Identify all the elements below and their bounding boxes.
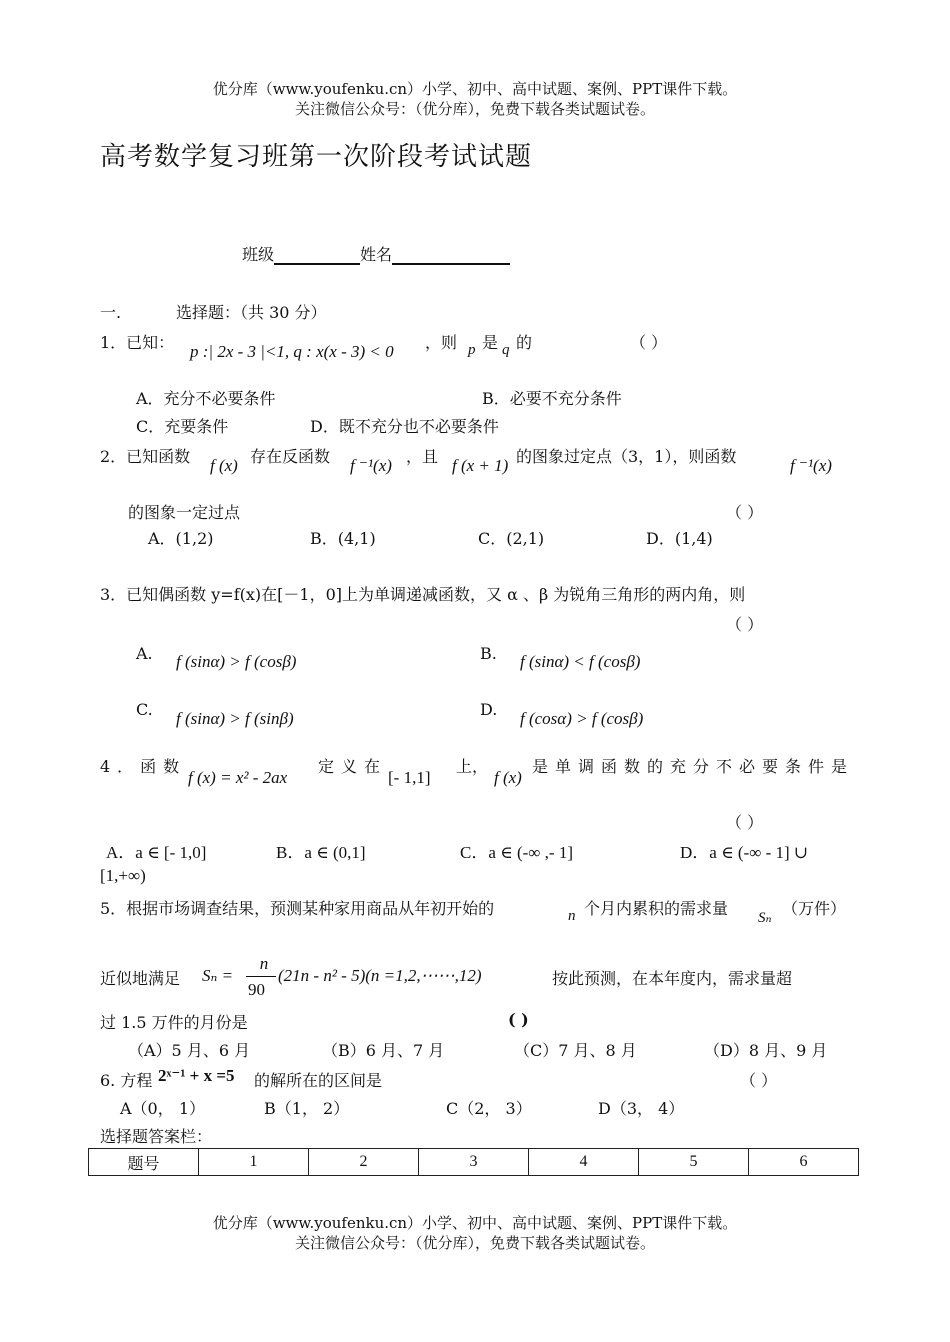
class-blank[interactable] bbox=[274, 245, 360, 265]
name-blank[interactable] bbox=[392, 245, 510, 265]
q6-option-d[interactable]: D（3， 4） bbox=[598, 1099, 685, 1118]
q1-text-then: ，则 bbox=[425, 333, 458, 352]
q3-option-b[interactable]: f (sinα) < f (cosβ) bbox=[520, 652, 641, 671]
q1-text-of: 的 bbox=[516, 333, 533, 352]
q2-text-and: ，且 bbox=[406, 447, 439, 466]
section-number: 一. bbox=[100, 303, 122, 322]
q5-line1-c: （万件） bbox=[782, 899, 847, 918]
q4-option-a[interactable]: A．a ∈ [- 1,0] bbox=[106, 843, 207, 862]
q2-fx: f (x) bbox=[210, 456, 238, 475]
answer-cell-4[interactable]: 4 bbox=[529, 1149, 639, 1176]
q4-lead: 4．函数 bbox=[100, 757, 187, 776]
q4-text-defined: 定义在 bbox=[318, 757, 388, 776]
q6-option-b[interactable]: B（1， 2） bbox=[264, 1099, 350, 1118]
answer-cell-1[interactable]: 1 bbox=[199, 1149, 309, 1176]
q2-option-d[interactable]: D．(1,4) bbox=[646, 529, 713, 548]
q5-line3: 过 1.5 万件的月份是 bbox=[100, 1013, 248, 1032]
q5-line1-b: 个月内累积的需求量 bbox=[584, 899, 729, 918]
footer-line-2: 关注微信公众号：（优分库），免费下载各类试题试卷。 bbox=[294, 1234, 655, 1252]
q5-line2-b: 按此预测，在本年度内，需求量超 bbox=[552, 969, 793, 988]
q5-frac-bar bbox=[246, 976, 276, 977]
student-info bbox=[242, 242, 510, 265]
q4-interval: [- 1,1] bbox=[388, 768, 431, 787]
q2-finv-2: f ⁻¹(x) bbox=[790, 456, 832, 475]
q3-option-c-label[interactable]: C. bbox=[136, 700, 153, 719]
q6-lead: 6. 方程 bbox=[100, 1071, 153, 1090]
q5-formula-right: (21n - n² - 5)(n =1,2,⋯⋯,12) bbox=[278, 966, 482, 985]
q5-option-c[interactable]: （C）7 月、8 月 bbox=[514, 1041, 637, 1060]
table-row bbox=[89, 1149, 859, 1176]
q2-finv: f ⁻¹(x) bbox=[350, 456, 392, 475]
q5-option-a[interactable]: （A）5 月、6 月 bbox=[128, 1041, 251, 1060]
q6-equation: 2ˣ⁻¹ + x =5 bbox=[158, 1066, 235, 1085]
q2-answer-paren: （ ） bbox=[726, 503, 764, 522]
q5-sn: Sₙ bbox=[758, 910, 772, 926]
q6-answer-paren: （ ） bbox=[740, 1071, 778, 1090]
q2-option-c[interactable]: C．(2,1) bbox=[478, 529, 545, 548]
footer-line-1: 优分库（www.youfenku.cn）小学、初中、高中试题、案例、PPT课件下载。 bbox=[212, 1214, 738, 1232]
q1-text-is: 是 bbox=[482, 333, 499, 352]
q5-line2: 近似地满足 bbox=[100, 969, 181, 988]
q5-n: n bbox=[568, 908, 576, 924]
page-title: 高考数学复习班第一次阶段考试试题 bbox=[100, 142, 533, 172]
q4-option-d[interactable]: D．a ∈ (-∞ - 1] ∪ bbox=[680, 843, 809, 862]
q1-option-a[interactable]: A．充分不必要条件 bbox=[136, 389, 276, 408]
answer-table bbox=[88, 1148, 859, 1176]
q3-option-c[interactable]: f (sinα) > f (sinβ) bbox=[176, 709, 294, 728]
q5-answer-paren: ( ) bbox=[508, 1010, 529, 1029]
q1-lead: 1．已知： bbox=[100, 333, 175, 352]
q2-option-a[interactable]: A．(1,2) bbox=[148, 529, 214, 548]
q1-q: q bbox=[502, 342, 510, 358]
q6-option-c[interactable]: C（2， 3） bbox=[446, 1099, 532, 1118]
answer-bar-label: 选择题答案栏： bbox=[100, 1127, 213, 1146]
q4-option-d-cont: [1,+∞) bbox=[100, 866, 146, 885]
header-line-1: 优分库（www.youfenku.cn）小学、初中、高中试题、案例、PPT课件下载。 bbox=[212, 80, 738, 98]
q4-text-condition: 是单调函数的充分不必要条件是 bbox=[532, 757, 855, 776]
q4-function: f (x) = x² - 2ax bbox=[188, 768, 288, 787]
answer-cell-2[interactable]: 2 bbox=[309, 1149, 419, 1176]
answer-cell-3[interactable]: 3 bbox=[419, 1149, 529, 1176]
q5-frac-num: n bbox=[259, 954, 269, 973]
q5-formula-left: Sₙ = bbox=[202, 966, 234, 985]
q6-option-a[interactable]: A（0， 1） bbox=[120, 1099, 206, 1118]
q3-option-a-label[interactable]: A. bbox=[136, 644, 153, 663]
q1-option-b[interactable]: B．必要不充分条件 bbox=[482, 389, 622, 408]
section-label: 选择题：（共 30 分） bbox=[176, 303, 327, 322]
q6-tail: 的解所在的区间是 bbox=[254, 1071, 383, 1090]
q4-text-on: 上， bbox=[456, 757, 489, 776]
q1-option-d[interactable]: D．既不充分也不必要条件 bbox=[310, 417, 499, 436]
answer-cell-6[interactable]: 6 bbox=[749, 1149, 859, 1176]
q1-answer-paren: （ ） bbox=[630, 333, 668, 352]
q5-option-d[interactable]: （D）8 月、9 月 bbox=[704, 1041, 828, 1060]
q4-option-c[interactable]: C．a ∈ (-∞ ,- 1] bbox=[460, 843, 573, 862]
q2-option-b[interactable]: B．(4,1) bbox=[310, 529, 376, 548]
q3-option-a[interactable]: f (sinα) > f (cosβ) bbox=[176, 652, 297, 671]
q3-text: 3．已知偶函数 y=f(x)在[－1，0]上为单调递减函数，又 α 、β 为锐角三角形的两内角，则 bbox=[100, 585, 746, 604]
q2-text-point: 的图象过定点（3，1），则函数 bbox=[516, 447, 737, 466]
q1-p: p bbox=[468, 342, 476, 358]
answer-cell-header: 题号 bbox=[89, 1149, 199, 1176]
q4-option-b[interactable]: B．a ∈ (0,1] bbox=[276, 843, 366, 862]
q2-line2: 的图象一定过点 bbox=[128, 503, 241, 522]
q1-option-c[interactable]: C．充要条件 bbox=[136, 417, 229, 436]
q3-option-d-label[interactable]: D. bbox=[480, 700, 498, 719]
q1-condition: p :| 2x - 3 |<1, q : x(x - 3) < 0 bbox=[190, 342, 394, 361]
q2-fx1: f (x + 1) bbox=[452, 456, 509, 475]
q5-line1: 5．根据市场调查结果，预测某种家用商品从年初开始的 bbox=[100, 899, 495, 918]
answer-cell-5[interactable]: 5 bbox=[639, 1149, 749, 1176]
q2-text-inverse: 存在反函数 bbox=[250, 447, 331, 466]
header-line-2: 关注微信公众号：（优分库），免费下载各类试题试卷。 bbox=[294, 100, 655, 118]
q5-frac-den: 90 bbox=[248, 980, 265, 999]
q3-answer-paren: （ ） bbox=[726, 615, 764, 634]
q3-option-d[interactable]: f (cosα) > f (cosβ) bbox=[520, 709, 644, 728]
class-label: 班级 bbox=[242, 245, 275, 264]
q4-answer-paren: （ ） bbox=[726, 813, 764, 832]
q2-lead: 2．已知函数 bbox=[100, 447, 191, 466]
name-label: 姓名 bbox=[360, 245, 393, 264]
q4-fx: f (x) bbox=[494, 768, 522, 787]
q5-option-b[interactable]: （B）6 月、7 月 bbox=[322, 1041, 445, 1060]
q3-option-b-label[interactable]: B. bbox=[480, 644, 497, 663]
